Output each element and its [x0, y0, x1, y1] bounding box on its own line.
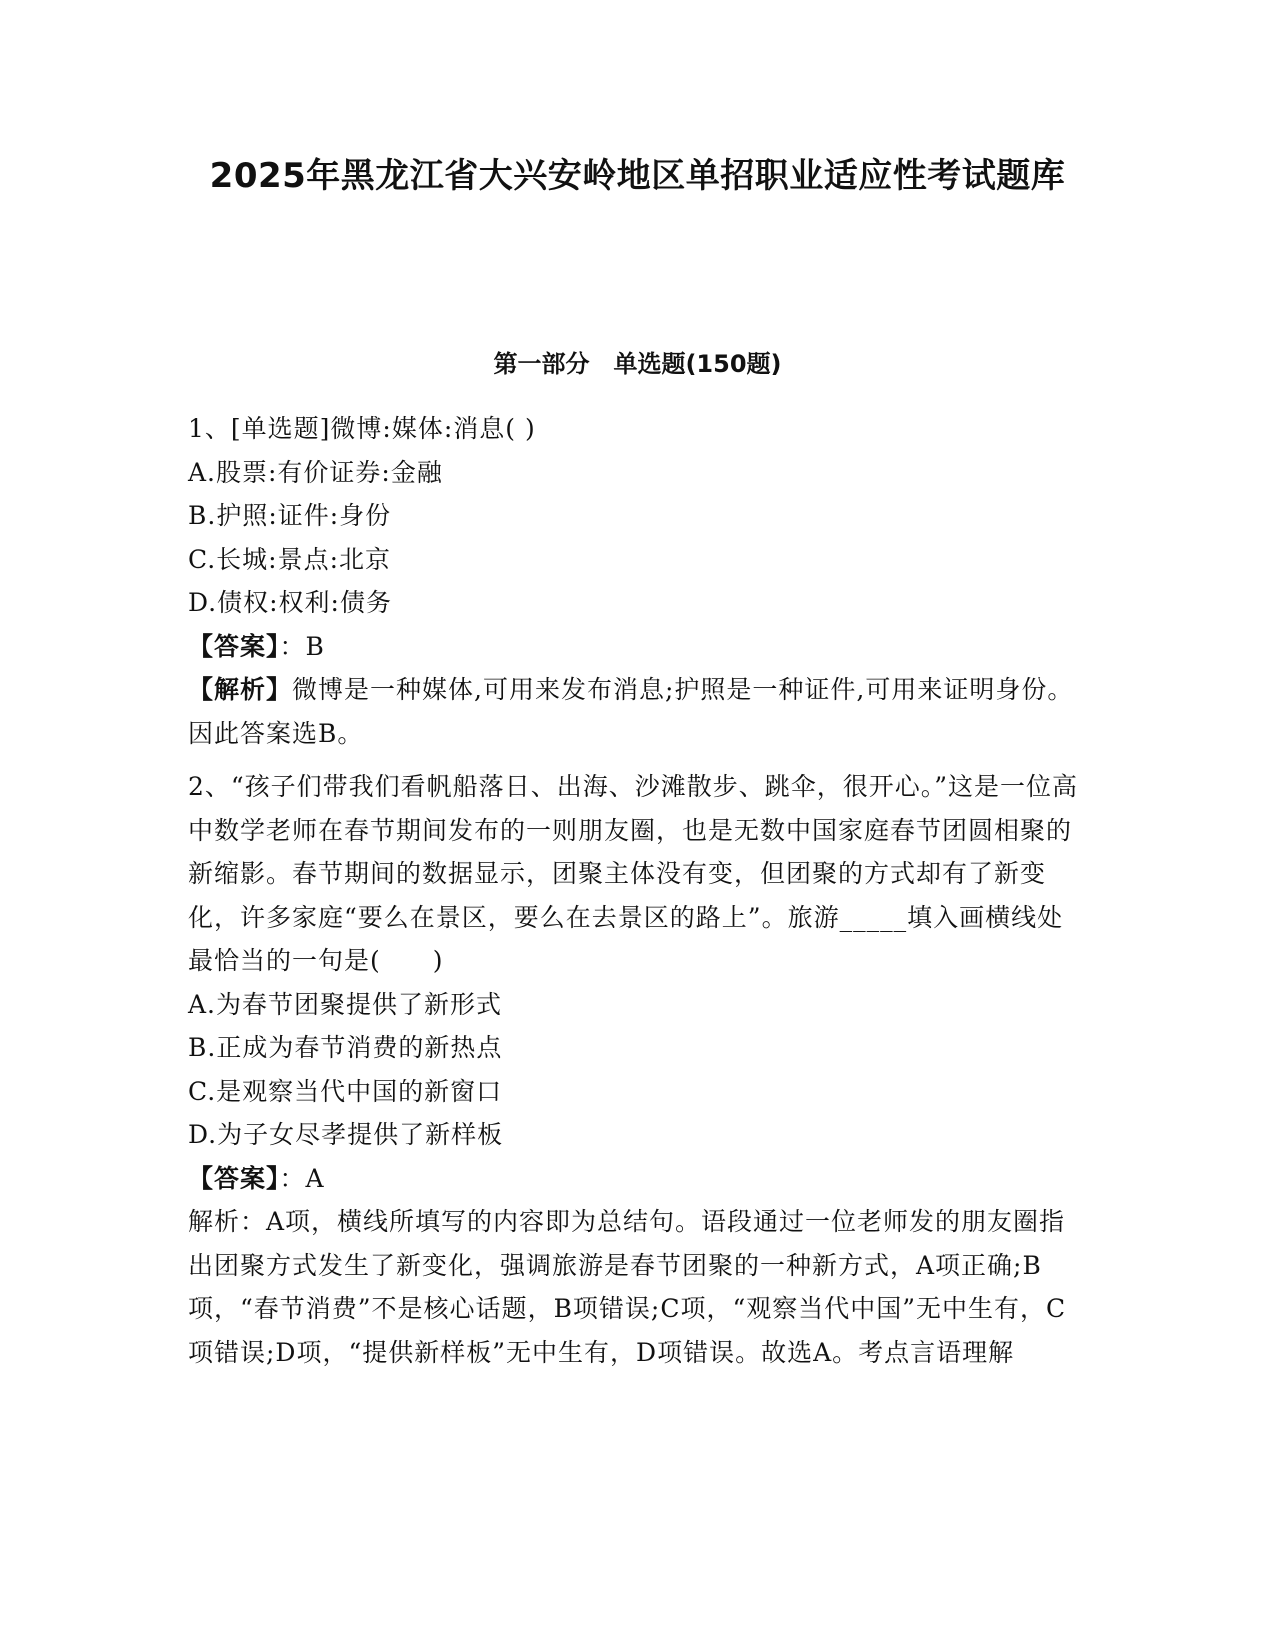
- answer-label: 【答案】: [188, 1163, 280, 1193]
- analysis: [188, 1200, 1088, 1374]
- option-a: A.为春节团聚提供了新形式: [188, 989, 503, 1019]
- option-b: B.正成为春节消费的新热点: [188, 1033, 503, 1062]
- analysis-label: 【解析】: [188, 675, 293, 704]
- question-2: [188, 765, 1088, 1374]
- answer-value: ：A: [279, 1163, 325, 1193]
- option-d: D.债权:权利:债务: [188, 588, 392, 617]
- option-c: C.是观察当代中国的新窗口: [188, 1076, 503, 1106]
- analysis: [188, 668, 1088, 755]
- option-b: B.护照:证件:身份: [188, 501, 392, 530]
- question-stem: 2、“孩子们带我们看帆船落日、出海、沙滩散步、跳伞，很开心。”这是一位高中数学老师在春节期间发布的一则朋友圈，也是无数中国家庭春节团圆相聚的新缩影。春节期间的数据显示，团聚主体没有变，但团聚的方式却有了新变化，许多家庭“要么在景区，要么在去景区的路上”。旅游_____填入画横线处最恰当的一句是( ): [188, 772, 1078, 975]
- question-stem: 1、[单选题]微博:媒体:消息( ): [188, 414, 536, 443]
- analysis-text: 解析：A项，横线所填写的内容即为总结句。语段通过一位老师发的朋友圈指出团聚方式发生了新变化，强调旅游是春节团聚的一种新方式，A项正确;B项，“春节消费”不是核心话题，B项错误;C项，“观察当代中国”无中生有，C项错误;D项，“提供新样板”无中生有，D项错误。故选A。考点言语理解: [188, 1207, 1067, 1367]
- question-1: [188, 407, 1088, 755]
- document-title: 2025年黑龙江省大兴安岭地区单招职业适应性考试题库: [209, 156, 1066, 196]
- answer-label: 【答案】: [188, 631, 280, 661]
- option-a: A.股票:有价证券:金融: [188, 457, 443, 487]
- analysis-text: 微博是一种媒体,可用来发布消息;护照是一种证件,可用来证明身份。因此答案选B。: [188, 675, 1074, 748]
- option-c: C.长城:景点:北京: [188, 544, 392, 574]
- answer-value: ：B: [279, 631, 325, 661]
- answer: [188, 625, 1088, 669]
- section-title: 第一部分 单选题(150题): [493, 350, 782, 378]
- option-d: D.为子女尽孝提供了新样板: [188, 1120, 504, 1149]
- answer: [188, 1157, 1088, 1201]
